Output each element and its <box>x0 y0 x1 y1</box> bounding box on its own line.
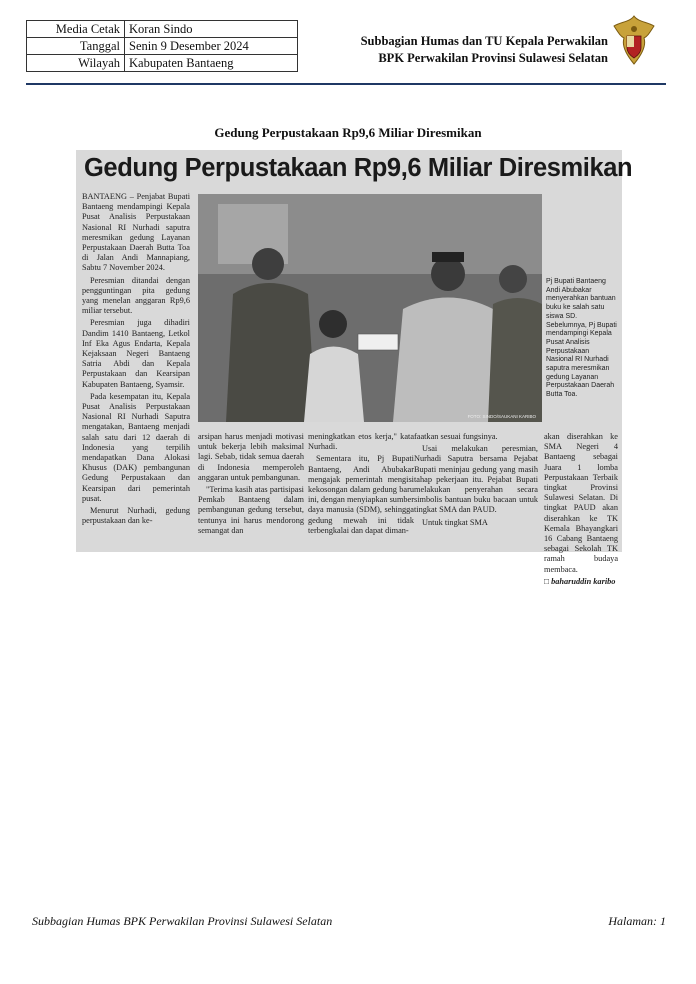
newspaper-clipping <box>76 150 633 586</box>
paragraph: Untuk tingkat SMA <box>422 517 488 527</box>
date-row <box>27 38 298 55</box>
media-row <box>27 21 298 38</box>
paragraph: Peresmian juga dihadiri Dandim 1410 Bantaeng, Letkol Inf Eka Agus Endarta, Kepala Kejaksaan Negeri Bantaeng Satria Abdi dan Kepala Perpustakaan dan Kearsipan Kabupaten Bantaeng, Syamsir. <box>82 318 190 389</box>
document-title: Gedung Perpustakaan Rp9,6 Miliar Diresmikan <box>214 125 482 140</box>
article-column-5 <box>544 432 618 589</box>
paragraph: Usai melakukan peresmian, Nurhadi Saputra bersama Pejabat Bupati meninjau gedung yang masih tahap pekerjaan itu. Pejabat Bupati melakukan penyerahan secara simbolis bantuan buku bacaan untuk tingkat SMA dan PAUD. <box>414 444 538 515</box>
agency-name <box>330 33 608 67</box>
date-value: Senin 9 Desember 2024 <box>125 38 298 55</box>
media-info-table <box>26 20 298 72</box>
article-column-2 <box>198 432 304 538</box>
article-column-1 <box>82 192 190 529</box>
clipping-headline: Gedung Perpustakaan Rp9,6 Miliar Diresmikan <box>84 154 633 182</box>
paragraph: meningkatkan etos kerja," kata Nurhadi. <box>308 432 414 452</box>
agency-line-2: BPK Perwakilan Provinsi Sulawesi Selatan <box>378 51 608 65</box>
photo-caption: Pj Bupati Bantaeng Andi Abubakar menyerahkan bantuan buku ke salah satu siswa SD. Sebelumnya, Pj Bupati mendampingi Kepala Pusat Analisis Perpustakaan Nasional RI Nurhadi saputra meresmikan gedung Layanan Perpustakaan Daerah Butta Toa. <box>546 278 617 399</box>
photo-scene-image <box>198 194 542 422</box>
photo-credit: FOTO: SINDO/SAUKANI KARIBO <box>467 414 536 419</box>
date-label: Tanggal <box>27 38 125 55</box>
agency-line-1: Subbagian Humas dan TU Kepala Perwakilan <box>360 34 608 48</box>
byline <box>544 577 618 587</box>
byline-author: baharuddin karibo <box>551 576 616 586</box>
footer-page-number: Halaman: 1 <box>608 914 666 928</box>
article-column-4 <box>414 432 538 530</box>
header-rule <box>26 83 666 85</box>
region-label: Wilayah <box>27 55 125 72</box>
media-label: Media Cetak <box>27 21 125 38</box>
region-row <box>27 55 298 72</box>
garuda-emblem-icon <box>610 12 658 68</box>
byline-box-icon: □ <box>544 576 550 586</box>
paragraph: BANTAENG – Penjabat Bupati Bantaeng mendampingi Kepala Pusat Analisis Perpustakaan Nasional RI Nurhadi saputra meresmikan gedung Layanan Perpustakaan Daerah Butta Toa di Jalan Andi Mannapiang, Sabtu 7 November 2024. <box>82 192 190 273</box>
paragraph: Sementara itu, Pj Bupati Bantaeng, Andi Abubakar mengajak pemerintah mengisi kekosongan dalam gedung baru ini, dengan menyiapkan sumber daya manusia (SDM), sehingga gedung mewah ini tidak terbengkalai dan dapat diman- <box>308 454 414 535</box>
article-column-3 <box>308 432 414 538</box>
paragraph: faatkan sesuai fungsinya. <box>414 432 498 441</box>
footer-agency: Subbagian Humas BPK Perwakilan Provinsi Sulawesi Selatan <box>32 914 333 928</box>
paragraph: Pada kesempatan itu, Kepala Pusat Analisis Perpustakaan Nasional RI Nurhadi Saputra mengatakan, Bantaeng menjadi salah satu dari 12 daerah di Indonesia yang terpilih mendapatkan Dana Alokasi Khusus (DAK) pembangunan Gedung Perpustakaan dan Kearsipan dari pemerintah pusat. <box>82 391 190 503</box>
region-value: Kabupaten Bantaeng <box>125 55 298 72</box>
paragraph: akan diserahkan ke SMA Negeri 4 Bantaeng sebagai Juara 1 lomba Perpustakaan Terbaik tingkat Provinsi Sulawesi Selatan. Di tingkat PAUD akan diserahkan ke TK Kemala Bhayangkari 16 Cabang Bantaeng sebagai Sekolah TK ramah budaya membaca. <box>544 432 618 574</box>
paragraph: Peresmian ditandai dengan pengguntingan pita gedung yang menelan anggaran Rp9,6 miliar tersebut. <box>82 275 190 316</box>
article-photo <box>198 194 542 422</box>
media-value: Koran Sindo <box>125 21 298 38</box>
paragraph: Menurut Nurhadi, gedung perpustakaan dan ke- <box>82 506 190 526</box>
paragraph: arsipan harus menjadi motivasi untuk bekerja lebih maksimal lagi. Sebab, tidak semua daerah di Indonesia memperoleh anggaran untuk pembangunan. <box>198 432 304 482</box>
paragraph: "Terima kasih atas partisipasi Pemkab Bantaeng dalam pembangunan gedung tersebut, tentunya ini harus mendorong semangat dan <box>198 485 304 535</box>
